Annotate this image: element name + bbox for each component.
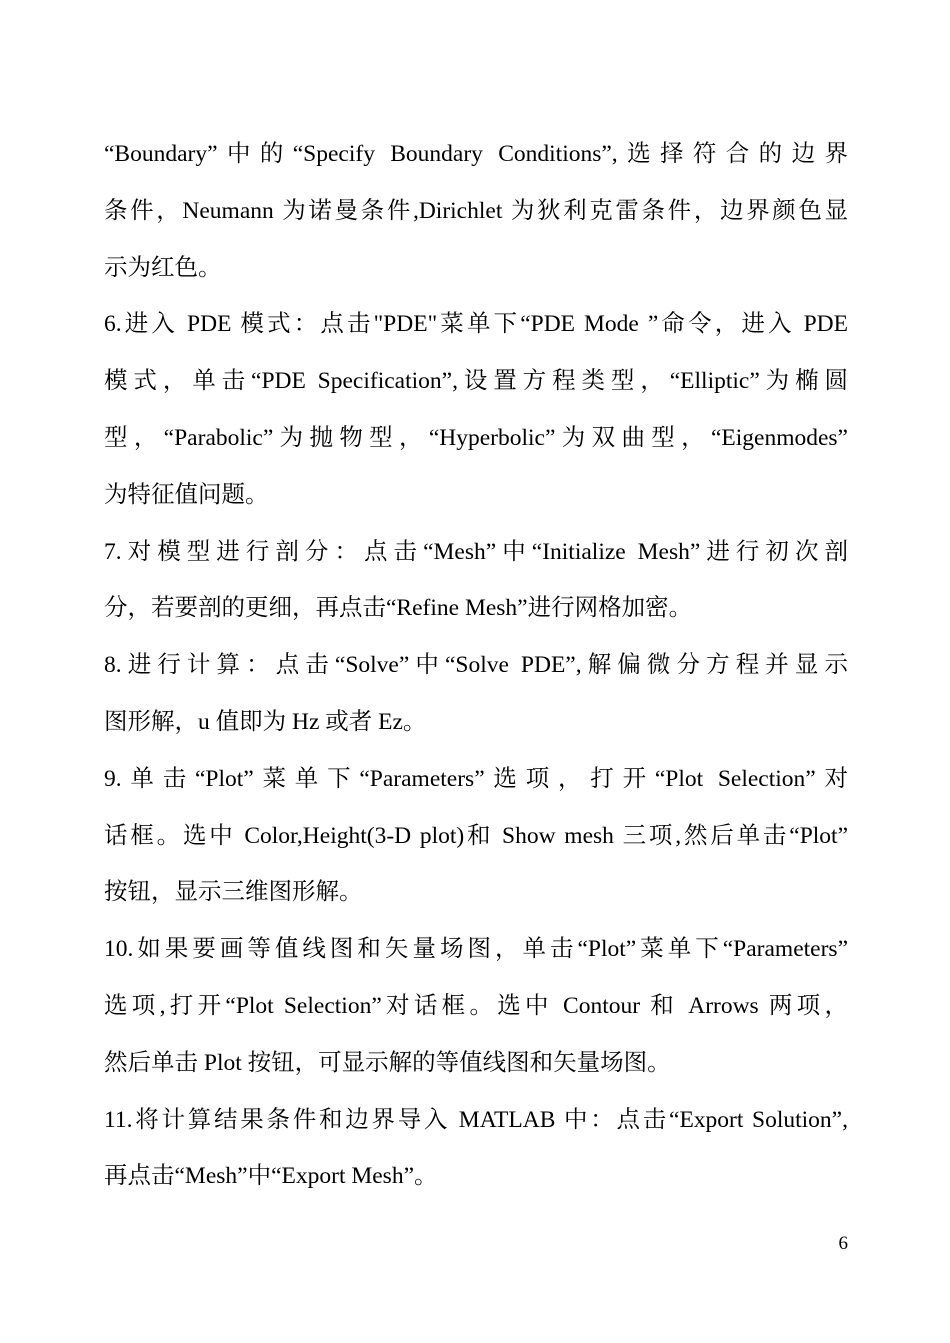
text-line: 为特征值问题。 <box>104 481 269 508</box>
body-text <box>104 126 848 1205</box>
text-line: 选项,打开“Plot Selection”对话框。选中 Contour 和 Arrows 两项， <box>104 992 848 1019</box>
text-line: 图形解，u 值即为 Hz 或者 Ez。 <box>104 708 427 735</box>
page-number: 6 <box>838 1233 848 1254</box>
text-line: 再点击“Mesh”中“Export Mesh”。 <box>104 1163 438 1190</box>
text-line: 型，“Parabolic”为抛物型，“Hyperbolic”为双曲型，“Eigenmodes” <box>104 424 848 451</box>
text-line: 分，若要剖的更细，再点击“Refine Mesh”进行网格加密。 <box>104 595 693 622</box>
text-line: “Boundary”中的“Specify Boundary Conditions”,选择符合的边界 <box>104 141 848 167</box>
text-line: 按钮，显示三维图形解。 <box>104 879 363 906</box>
text-line: 话框。选中 Color,Height(3-D plot)和 Show mesh 三项,然后单击“Plot” <box>104 822 848 849</box>
text-line: 7.对模型进行剖分：点击“Mesh”中“Initialize Mesh”进行初次剖 <box>104 538 848 565</box>
text-line: 模式，单击“PDE Specification”,设置方程类型，“Elliptic”为椭圆 <box>104 368 848 395</box>
text-line: 11.将计算结果条件和边界导入 MATLAB 中：点击“Export Solution”, <box>104 1106 848 1133</box>
text-line: 然后单击 Plot 按钮，可显示解的等值线图和矢量场图。 <box>104 1049 671 1076</box>
text-line: 条件，Neumann 为诺曼条件,Dirichlet 为狄利克雷条件，边界颜色显 <box>104 197 848 224</box>
text-line: 9.单击“Plot”菜单下“Parameters”选项，打开“Plot Selection”对 <box>104 765 848 792</box>
text-line: 6.进入 PDE 模式：点击"PDE"菜单下“PDE Mode ”命令，进入 PDE <box>104 311 848 338</box>
text-line: 10.如果要画等值线图和矢量场图，单击“Plot”菜单下“Parameters” <box>104 936 848 963</box>
text-line: 8.进行计算：点击“Solve”中“Solve PDE”,解偏微分方程并显示 <box>104 652 848 679</box>
text-line: 示为红色。 <box>104 254 222 281</box>
